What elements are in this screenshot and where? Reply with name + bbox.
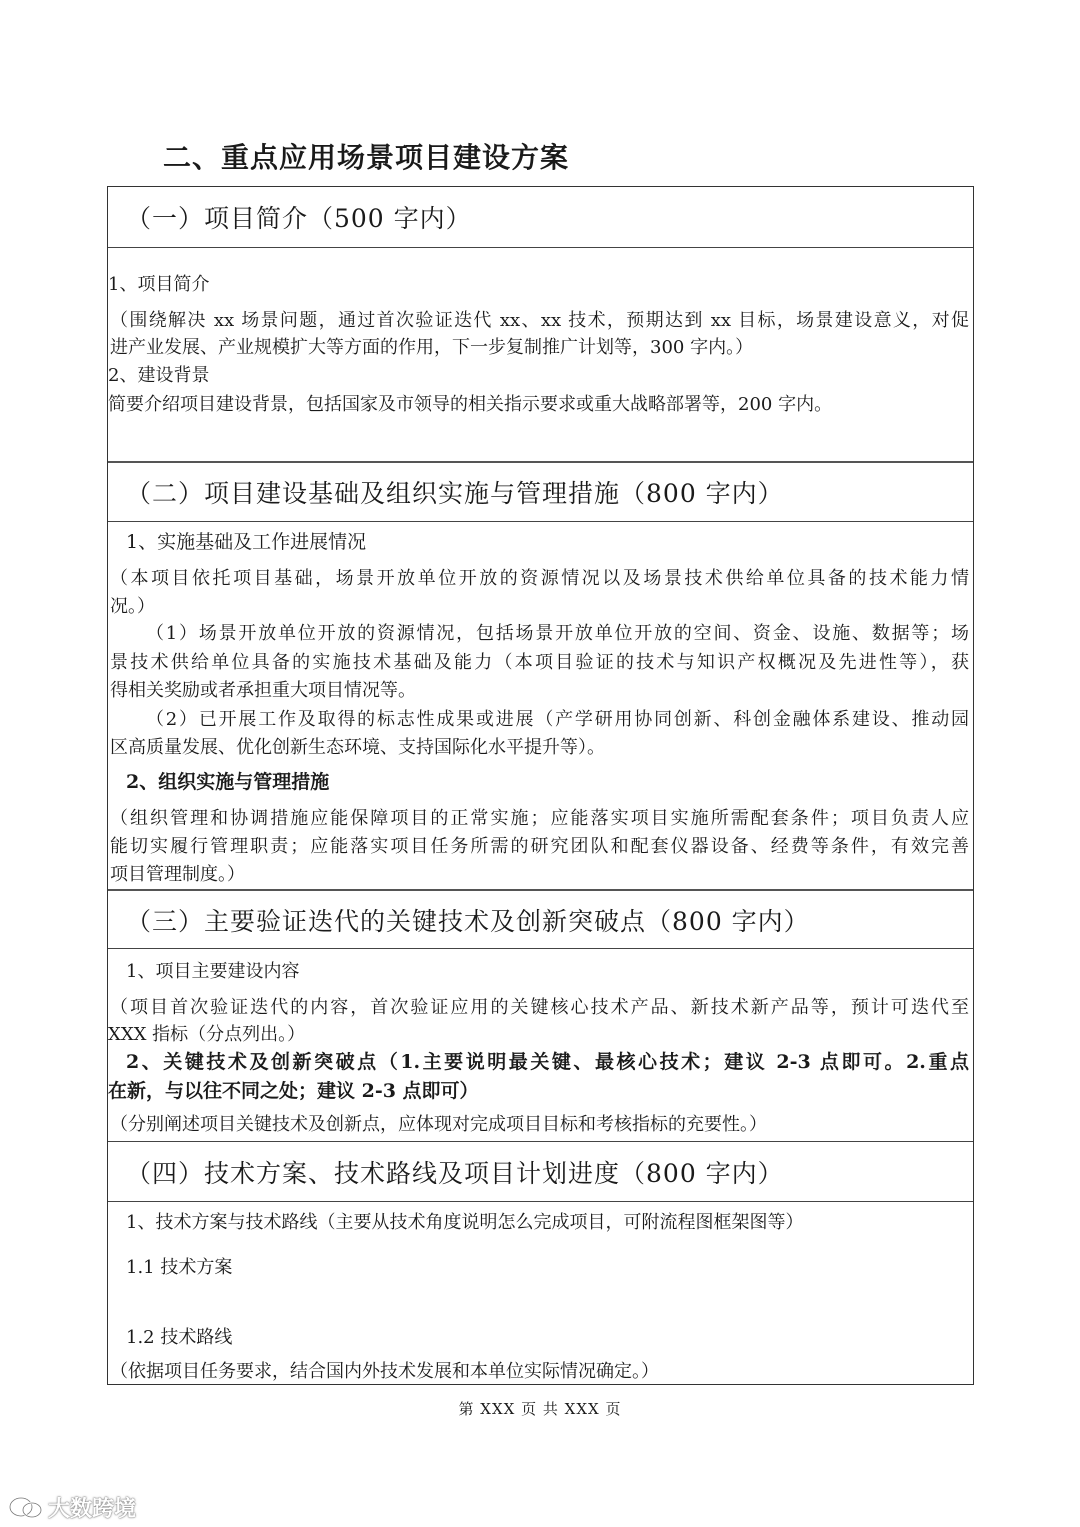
document-title: 二、重点应用场景项目建设方案 (163, 141, 570, 174)
item-heading: 在新，与以往不同之处；建议 2-3 点即可） (108, 1080, 479, 1102)
note-text: 进产业发展、产业规模扩大等方面的作用，下一步复制推广计划等，300 字内。） (110, 337, 754, 358)
section-heading-4: （四）技术方案、技术路线及项目计划进度（800 字内） (108, 1141, 973, 1202)
note-text: （围绕解决 xx 场景问题，通过首次验证迭代 xx、xx 技术，预期达到 xx 目标，场景建设意义，对促 (110, 310, 969, 331)
item-heading: 1、项目简介 (108, 274, 210, 295)
note-text: （项目首次验证迭代的内容，首次验证应用的关键核心技术产品、新技术新产品等，预计可迭代至 (110, 997, 969, 1018)
note-text: 项目管理制度。） (110, 864, 245, 885)
note-text: （本项目依托项目基础，场景开放单位开放的资源情况以及场景技术供给单位具备的技术能力情 (110, 568, 969, 589)
note-text: 能切实履行管理职责；应能落实项目任务所需的研究团队和配套仪器设备、经费等条件，有效完善 (110, 836, 969, 857)
item-heading: 2、建设背景 (108, 365, 210, 386)
section-heading-2: （二）项目建设基础及组织实施与管理措施（800 字内） (108, 461, 973, 522)
form-table (107, 186, 974, 1385)
watermark-text: 大数跨境 (48, 1497, 137, 1522)
page-footer: 第 XXX 页 共 XXX 页 (458, 1400, 622, 1418)
note-text: （组织管理和协调措施应能保障项目的正常实施；应能落实项目实施所需配套条件；项目负责人应 (110, 808, 969, 829)
item-heading: 2、关键技术及创新突破点（1.主要说明最关键、最核心技术；建议 2-3 点即可。2.重点 (126, 1051, 969, 1073)
item-heading: 2、组织实施与管理措施 (126, 771, 330, 793)
sub-heading: 1.1 技术方案 (126, 1257, 233, 1278)
watermark (8, 1492, 136, 1523)
note-text: （依据项目任务要求，结合国内外技术发展和本单位实际情况确定。） (110, 1361, 659, 1382)
body-text: （2）已开展工作及取得的标志性成果或进展（产学研用协同创新、科创金融体系建设、推动园 (146, 709, 969, 730)
section-heading-1: （一）项目简介（500 字内） (108, 187, 973, 248)
note-text: 况。） (110, 596, 155, 617)
body-text: （1）场景开放单位开放的资源情况，包括场景开放单位开放的空间、资金、设施、数据等；场 (146, 623, 969, 644)
item-heading: 1、实施基础及工作进展情况 (126, 531, 367, 553)
body-text: 景技术供给单位具备的实施技术基础及能力（本项目验证的技术与知识产权概况及先进性等），获 (110, 652, 969, 673)
note-text: （分别阐述项目关键技术及创新点，应体现对完成项目目标和考核指标的充要性。） (110, 1114, 767, 1135)
body-text: 简要介绍项目建设背景，包括国家及市领导的相关指示要求或重大战略部署等，200 字内。 (108, 394, 833, 415)
note-text: XXX 指标（分点列出。） (108, 1024, 306, 1045)
sub-heading: 1.2 技术路线 (126, 1327, 233, 1348)
chat-bubble-icon (8, 1495, 44, 1521)
body-text: 区高质量发展、优化创新生态环境、支持国际化水平提升等）。 (110, 737, 605, 758)
section-heading-3: （三）主要验证迭代的关键技术及创新突破点（800 字内） (108, 889, 973, 949)
item-heading: 1、项目主要建设内容 (126, 961, 300, 982)
body-text: 得相关奖励或者承担重大项目情况等。 (110, 680, 416, 701)
item-heading: 1、技术方案与技术路线（主要从技术角度说明怎么完成项目，可附流程图框架图等） (126, 1212, 804, 1233)
